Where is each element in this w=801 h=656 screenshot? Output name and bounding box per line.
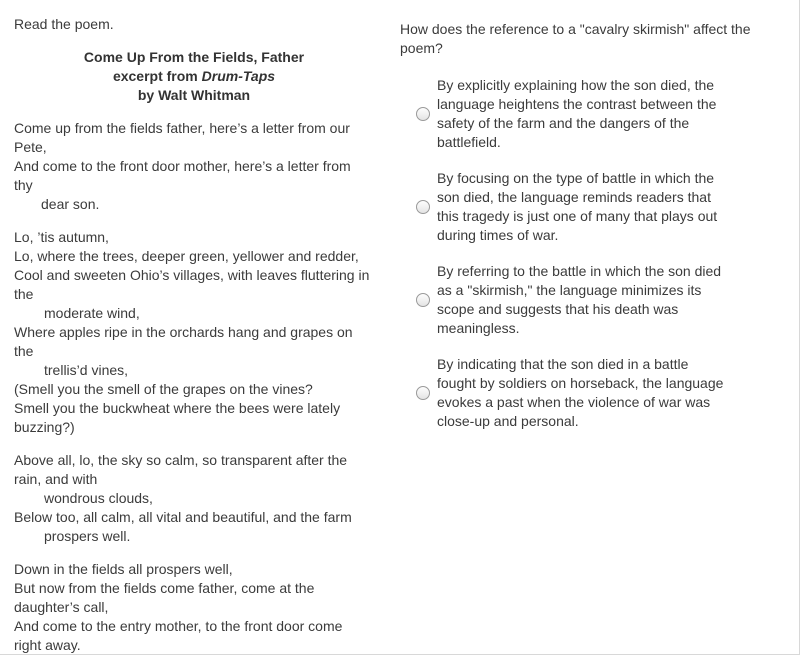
answer-option-2[interactable] [400,169,780,245]
poem-line: prospers well. [44,528,131,544]
answer-options [400,76,780,431]
radio-button[interactable] [416,386,430,400]
poem-line: Pete, [14,139,47,155]
poem-line: Cool and sweeten Ohio’s villages, with leaves fluttering in [14,267,370,283]
poem-body [14,119,374,655]
poem-line: buzzing?) [14,419,75,435]
poem-line: rain, and with [14,471,98,487]
poem-line: the [14,343,34,359]
radio-button[interactable] [416,200,430,214]
answer-option-1[interactable] [400,76,780,152]
poem-source-line [14,67,374,86]
poem-line: trellis’d vines, [44,362,129,378]
poem-excerpt-prefix: excerpt from [112,68,202,84]
answer-option-label: By explicitly explaining how the son died, the language heightens the contrast between the safety of the farm and the dangers of the battlefield. [437,77,717,150]
poem-source: Drum-Taps [201,68,276,84]
radio-button[interactable] [416,293,430,307]
question-prompt: How does the reference to a "cavalry skirmish" affect the poem? [400,21,751,56]
poem-author: by Walt Whitman [137,87,251,103]
poem-line: thy [14,177,33,193]
poem-line: right away. [14,637,81,653]
poem-line: Where apples ripe in the orchards hang and grapes on [14,324,353,340]
poem-line: Smell you the buckwheat where the bees were lately [14,400,341,416]
answer-option-label: By referring to the battle in which the son died as a "skirmish," the language minimizes its scope and suggests that his death was meaningless. [437,263,722,336]
radio-button[interactable] [416,107,430,121]
answer-option-4[interactable] [400,355,780,431]
passage-panel [14,14,374,656]
poem-line: Down in the fields all prospers well, [14,561,233,577]
poem-title: Come Up From the Fields, Father [83,49,305,65]
poem-line: daughter’s call, [14,599,109,615]
poem-line: (Smell you the smell of the grapes on the vines? [14,381,313,397]
poem-line: And come to the entry mother, to the front door come [14,618,343,634]
poem-title-block [14,48,374,105]
poem-line: But now from the fields come father, come at the [14,580,315,596]
poem-stanza [14,451,374,546]
poem-line: dear son. [41,196,100,212]
poem-stanza [14,119,374,214]
question-panel [400,20,780,448]
poem-stanza [14,228,374,437]
poem-line: Above all, lo, the sky so calm, so transparent after the [14,452,348,468]
instruction-text: Read the poem. [14,16,114,32]
poem-line: wondrous clouds, [44,490,153,506]
poem-line: Come up from the fields father, here’s a letter from our [14,120,350,136]
poem-stanza [14,560,374,655]
poem-line: the [14,286,34,302]
answer-option-label: By indicating that the son died in a battle fought by soldiers on horseback, the language evokes a past when the violence of war was close-up and personal. [437,356,724,429]
poem-line: Lo, where the trees, deeper green, yellower and redder, [14,248,359,264]
answer-option-3[interactable] [400,262,780,338]
poem-line: Lo, ’tis autumn, [14,229,109,245]
poem-line: Below too, all calm, all vital and beautiful, and the farm [14,509,352,525]
poem-line: And come to the front door mother, here’s a letter from [14,158,351,174]
answer-option-label: By focusing on the type of battle in which the son died, the language reminds readers that this tragedy is just one of many that plays out during times of war. [437,170,718,243]
poem-line: moderate wind, [44,305,140,321]
